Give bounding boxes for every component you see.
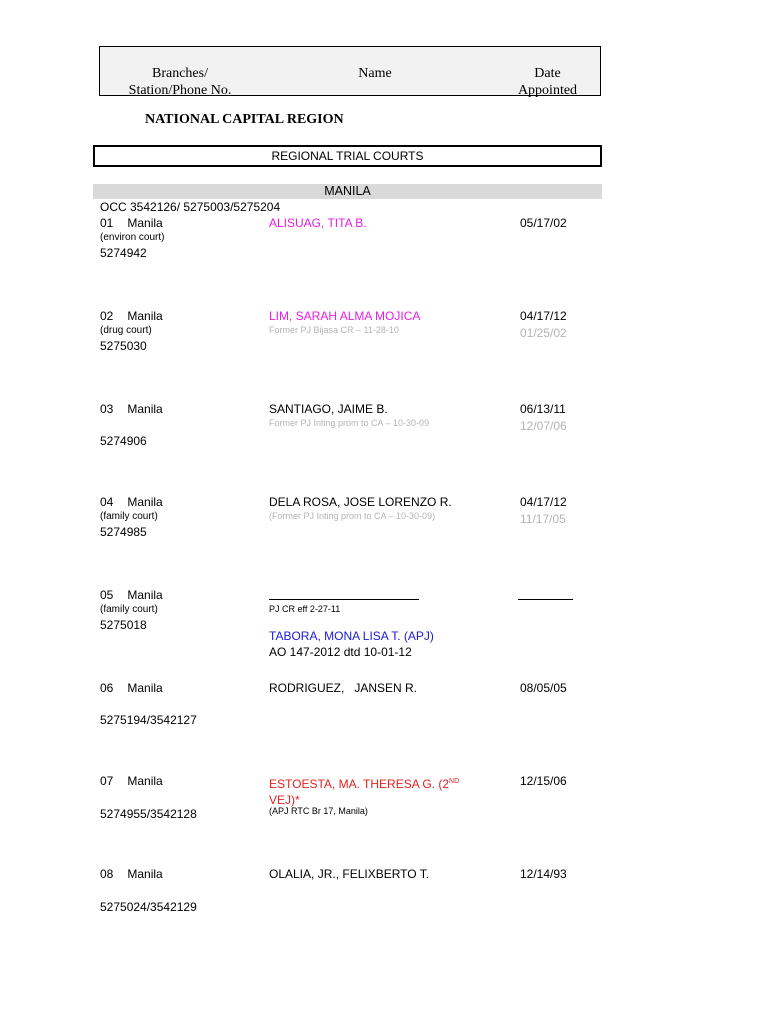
- list-item: [0, 867, 768, 957]
- header-name: Name: [358, 66, 392, 81]
- previous-date: 11/17/05: [520, 512, 566, 526]
- vacant-name-line: [269, 599, 419, 600]
- court-type: (drug court): [100, 325, 152, 336]
- branch-number: 06: [100, 681, 114, 695]
- judge-name: DELA ROSA, JOSE LORENZO R.: [269, 495, 452, 509]
- judge-name: RODRIGUEZ, JANSEN R.: [269, 681, 418, 695]
- courts-title: REGIONAL TRIAL COURTS: [93, 145, 602, 167]
- previous-date: 12/07/06: [520, 419, 567, 433]
- date-appointed: 05/17/02: [520, 216, 567, 230]
- branch-station: [100, 495, 163, 509]
- branch-station: [100, 774, 163, 788]
- list-item: [0, 495, 768, 585]
- phone-number: 5274942: [100, 246, 147, 260]
- phone-number: 5275194/3542127: [100, 713, 197, 727]
- phone-number: 5274985: [100, 525, 147, 539]
- list-item: [0, 588, 768, 678]
- table-header: [99, 46, 601, 96]
- judge-name: ALISUAG, TITA B.: [269, 216, 367, 230]
- branch-station: [100, 867, 163, 881]
- list-item: [0, 774, 768, 864]
- note: (APJ RTC Br 17, Manila): [269, 806, 368, 816]
- branch-number: 08: [100, 867, 114, 881]
- branch-number: 07: [100, 774, 114, 788]
- phone-number: 5274906: [100, 434, 147, 448]
- judge-name-superscript: ND: [449, 778, 460, 785]
- occ-line: OCC 3542126/ 5275003/5275204: [100, 200, 281, 214]
- phone-number: 5275030: [100, 339, 147, 353]
- court-type: (family court): [100, 511, 158, 522]
- date-appointed: 12/14/93: [520, 867, 567, 881]
- date-appointed: 12/15/06: [520, 774, 567, 788]
- branch-number: 02: [100, 309, 114, 323]
- station: Manila: [127, 588, 163, 602]
- branch-number: 03: [100, 402, 114, 416]
- date-appointed: 04/17/12: [520, 495, 567, 509]
- station: Manila: [127, 681, 163, 695]
- phone-number: 5275018: [100, 618, 147, 632]
- judge-name: [269, 774, 469, 808]
- judge-name: TABORA, MONA LISA T. (APJ): [269, 629, 434, 643]
- branch-station: [100, 216, 163, 230]
- date-appointed: 08/05/05: [520, 681, 567, 695]
- vacant-date-line: [518, 599, 573, 600]
- header-branches: [110, 65, 250, 99]
- previous-date: 01/25/02: [520, 326, 567, 340]
- judge-name-tail: VEJ)*: [269, 793, 300, 807]
- station: Manila: [127, 495, 163, 509]
- branch-number: 05: [100, 588, 114, 602]
- administrative-order: AO 147-2012 dtd 10-01-12: [269, 645, 412, 659]
- branch-station: [100, 402, 163, 416]
- judge-name: LIM, SARAH ALMA MOJICA: [269, 309, 421, 323]
- court-type: (family court): [100, 604, 158, 615]
- judge-name: SANTIAGO, JAIME B.: [269, 402, 388, 416]
- branch-number: 04: [100, 495, 114, 509]
- list-item: [0, 402, 768, 492]
- branch-number: 01: [100, 216, 114, 230]
- judge-name-main: ESTOESTA, MA. THERESA G. (2: [269, 777, 450, 791]
- list-item: [0, 681, 768, 771]
- date-appointed: 04/17/12: [520, 309, 567, 323]
- judge-name: OLALIA, JR., FELIXBERTO T.: [269, 867, 430, 881]
- branch-station: [100, 309, 163, 323]
- header-branches-line1: Branches/: [152, 66, 208, 81]
- court-type: (environ court): [100, 232, 165, 243]
- region-title: NATIONAL CAPITAL REGION: [145, 112, 344, 127]
- list-item: [0, 216, 768, 306]
- note: (Former PJ Inting prom to CA – 10-30-09): [269, 511, 436, 521]
- header-branches-line2: Station/Phone No.: [128, 83, 232, 98]
- header-date: [500, 65, 595, 99]
- phone-number: 5275024/3542129: [100, 900, 197, 914]
- note: Former PJ Bijasa CR – 11-28-10: [269, 325, 399, 335]
- date-appointed: 06/13/11: [520, 402, 566, 416]
- phone-number: 5274955/3542128: [100, 807, 197, 821]
- branch-station: [100, 588, 163, 602]
- list-item: [0, 309, 768, 399]
- city-title: MANILA: [93, 184, 602, 199]
- branch-station: [100, 681, 163, 695]
- note: Former PJ Inting prom to CA – 10-30-09: [269, 418, 430, 428]
- station: Manila: [127, 867, 163, 881]
- station: Manila: [127, 774, 163, 788]
- station: Manila: [127, 309, 163, 323]
- station: Manila: [127, 216, 163, 230]
- note: PJ CR eff 2-27-11: [269, 604, 341, 614]
- header-date-line1: Date: [534, 66, 561, 81]
- station: Manila: [127, 402, 163, 416]
- header-date-line2: Appointed: [517, 83, 578, 98]
